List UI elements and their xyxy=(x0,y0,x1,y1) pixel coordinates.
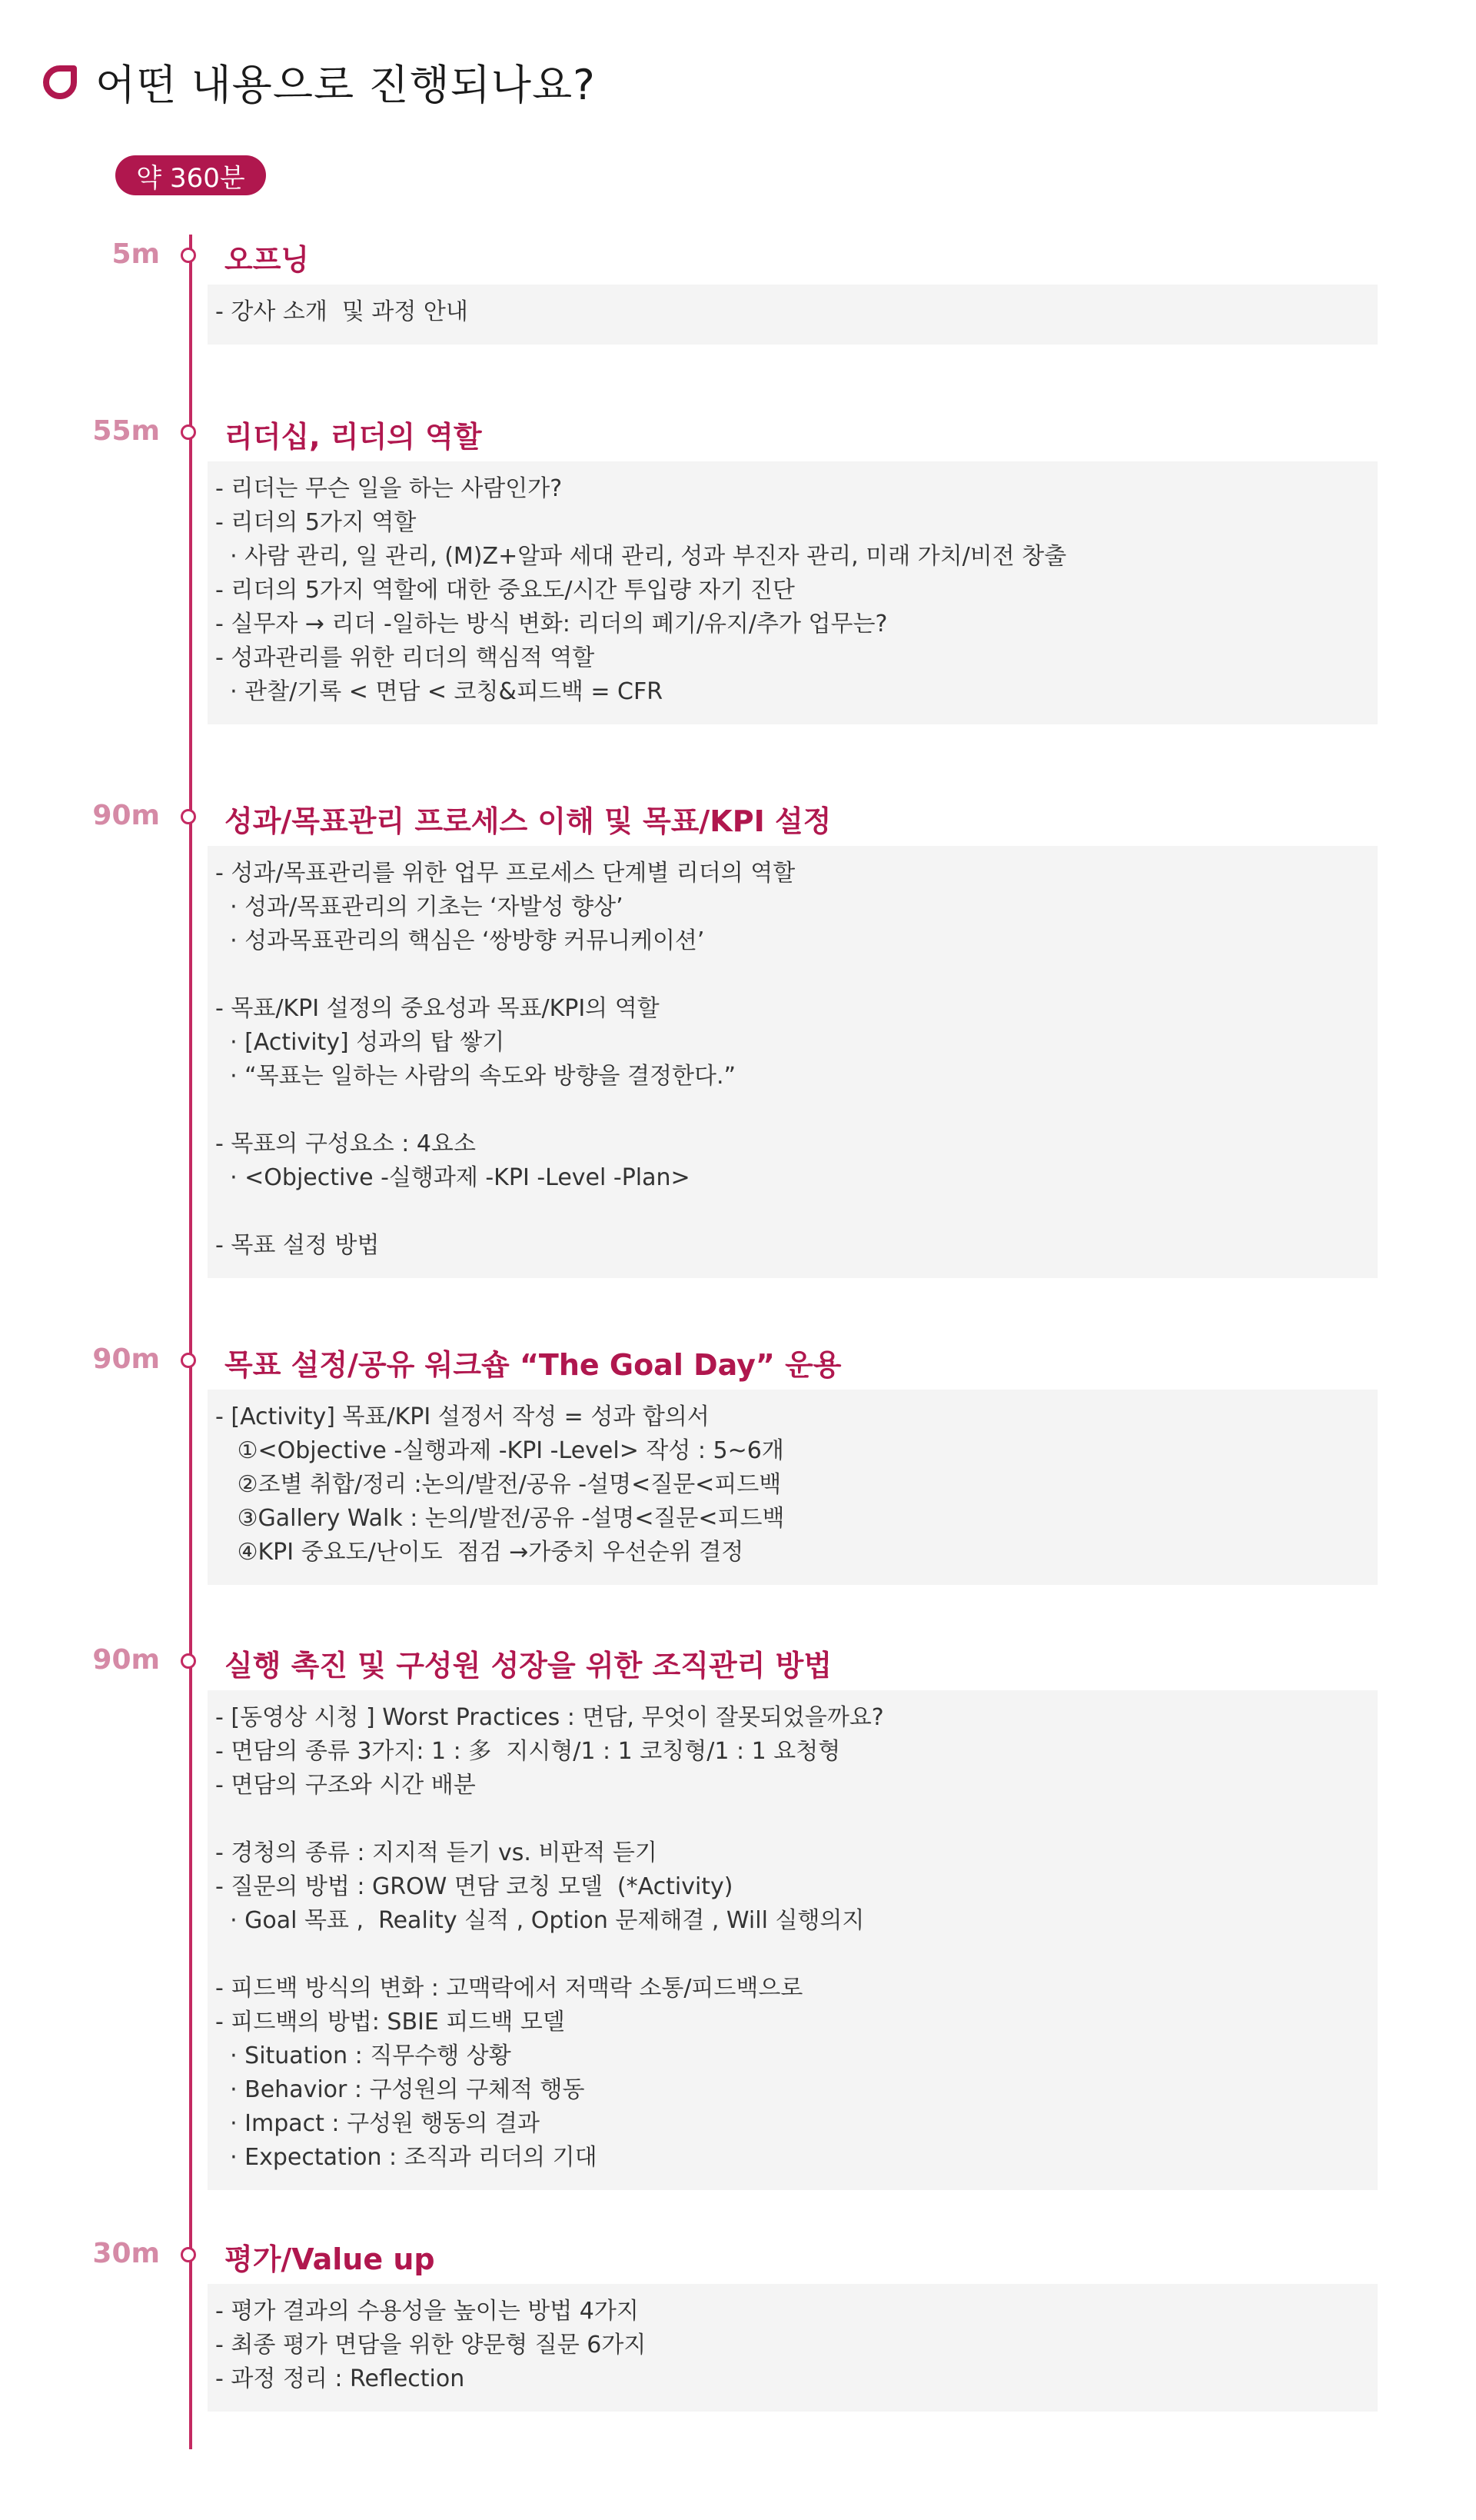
content-line: - 실무자 → 리더 -일하는 방식 변화: 리더의 폐기/유지/추가 업무는? xyxy=(215,611,888,637)
content-line: · 성과/목표관리의 기초는 ‘자발성 향상’ xyxy=(215,894,623,920)
content-line: - 성과관리를 위한 리더의 핵심적 역할 xyxy=(215,644,595,671)
section-content xyxy=(208,846,1378,1278)
agenda-section-goal-day xyxy=(0,1336,1476,1585)
section-title: 리더십, 리더의 역할 xyxy=(224,420,482,454)
content-line: - [Activity] 목표/KPI 설정서 작성 = 성과 합의서 xyxy=(215,1403,710,1430)
content-line: - 성과/목표관리를 위한 업무 프로세스 단계별 리더의 역할 xyxy=(215,860,796,887)
section-duration: 90m xyxy=(92,800,160,831)
content-line: - 피드백의 방법: SBIE 피드백 모델 xyxy=(215,2009,565,2036)
ring-logo-icon xyxy=(40,62,80,102)
content-line: - 과정 정리 : Reflection xyxy=(215,2365,465,2392)
page-header xyxy=(40,52,596,112)
content-line: - 목표의 구성요소 : 4요소 xyxy=(215,1130,476,1157)
agenda-section-goal-kpi xyxy=(0,792,1476,1278)
section-title: 오프닝 xyxy=(224,243,310,277)
content-line: · Expectation : 조직과 리더의 기대 xyxy=(215,2144,597,2171)
content-line: - 최종 평가 면담을 위한 양문형 질문 6가지 xyxy=(215,2332,647,2359)
content-line: · Goal 목표 , Reality 실적 , Option 문제해결 , Will 실행의지 xyxy=(215,1907,865,1934)
timeline-dot-icon xyxy=(181,809,196,824)
content-line xyxy=(215,1094,1370,1127)
content-line: · Situation : 직무수행 상황 xyxy=(215,2042,511,2069)
content-line: - 면담의 구조와 시간 배분 xyxy=(215,1772,476,1799)
content-line: · Behavior : 구성원의 구체적 행동 xyxy=(215,2076,585,2103)
section-header xyxy=(0,408,1476,461)
agenda-section-leadership xyxy=(0,408,1476,724)
content-line xyxy=(215,1195,1370,1229)
content-line: ②조별 취합/정리 :논의/발전/공유 -설명<질문<피드백 xyxy=(215,1471,782,1498)
agenda-section-org-management xyxy=(0,1636,1476,2190)
content-line: · 관찰/기록 < 면담 < 코칭&피드백 = CFR xyxy=(215,678,663,705)
content-line xyxy=(215,958,1370,992)
section-content xyxy=(208,1390,1378,1585)
content-line: - 면담의 종류 3가지: 1 : 多 지시형/1 : 1 코칭형/1 : 1 요청형 xyxy=(215,1738,841,1765)
content-line: - 목표/KPI 설정의 중요성과 목표/KPI의 역할 xyxy=(215,995,660,1022)
content-line: · <Objective -실행과제 -KPI -Level -Plan> xyxy=(215,1164,690,1191)
section-content xyxy=(208,285,1378,345)
content-line xyxy=(215,1803,1370,1836)
timeline-dot-icon xyxy=(181,1353,196,1368)
section-duration: 90m xyxy=(92,1644,160,1676)
section-duration: 55m xyxy=(92,415,160,447)
content-line: · 사람 관리, 일 관리, (M)Z+알파 세대 관리, 성과 부진자 관리, 미래 가치/비전 창출 xyxy=(215,543,1067,570)
content-line: - 강사 소개 및 과정 안내 xyxy=(215,298,468,325)
content-line: - 리더의 5가지 역할 xyxy=(215,509,417,536)
section-duration: 90m xyxy=(92,1343,160,1375)
section-title: 평가/Value up xyxy=(224,2242,435,2276)
content-line: · [Activity] 성과의 탑 쌓기 xyxy=(215,1029,505,1056)
timeline-dot-icon xyxy=(181,424,196,440)
section-header xyxy=(0,1336,1476,1390)
timeline-dot-icon xyxy=(181,2247,196,2262)
content-line: ③Gallery Walk : 논의/발전/공유 -설명<질문<피드백 xyxy=(215,1505,785,1532)
page-title: 어떤 내용으로 진행되나요? xyxy=(95,61,596,109)
section-duration: 30m xyxy=(92,2238,160,2269)
section-header xyxy=(0,231,1476,285)
section-content xyxy=(208,461,1378,724)
content-line: - 질문의 방법 : GROW 면담 코칭 모델 (*Activity) xyxy=(215,1873,733,1900)
content-line: - 경청의 종류 : 지지적 듣기 vs. 비판적 듣기 xyxy=(215,1839,657,1866)
content-line: · Impact : 구성원 행동의 결과 xyxy=(215,2110,540,2137)
content-line: - 리더의 5가지 역할에 대한 중요도/시간 투입량 자기 진단 xyxy=(215,577,795,604)
content-line: - 목표 설정 방법 xyxy=(215,1232,380,1259)
timeline-dot-icon xyxy=(181,248,196,263)
content-line: ①<Objective -실행과제 -KPI -Level> 작성 : 5~6개 xyxy=(215,1437,784,1464)
section-header xyxy=(0,2230,1476,2284)
section-duration: 5m xyxy=(111,238,160,270)
content-line: · 성과목표관리의 핵심은 ‘쌍방향 커뮤니케이션’ xyxy=(215,927,705,954)
timeline-dot-icon xyxy=(181,1653,196,1669)
content-line: · “목표는 일하는 사람의 속도와 방향을 결정한다.” xyxy=(215,1063,736,1090)
content-line xyxy=(215,1938,1370,1972)
section-header xyxy=(0,792,1476,846)
content-line: - 평가 결과의 수용성을 높이는 방법 4가지 xyxy=(215,2298,639,2325)
agenda-section-evaluation xyxy=(0,2230,1476,2412)
content-line: - [동영상 시청 ] Worst Practices : 면담, 무엇이 잘못되었을까요? xyxy=(215,1704,884,1731)
section-title: 실행 촉진 및 구성원 성장을 위한 조직관리 방법 xyxy=(224,1649,833,1683)
content-line: - 리더는 무슨 일을 하는 사람인가? xyxy=(215,475,563,502)
section-content xyxy=(208,1690,1378,2190)
duration-badge: 약 360분 xyxy=(115,155,266,195)
section-content xyxy=(208,2284,1378,2412)
content-line: ④KPI 중요도/난이도 점검 →가중치 우선순위 결정 xyxy=(215,1539,744,1566)
section-header xyxy=(0,1636,1476,1690)
section-title: 목표 설정/공유 워크숍 “The Goal Day” 운용 xyxy=(224,1348,842,1382)
content-line: - 피드백 방식의 변화 : 고맥락에서 저맥락 소통/피드백으로 xyxy=(215,1975,803,2002)
section-title: 성과/목표관리 프로세스 이해 및 목표/KPI 설정 xyxy=(224,804,832,838)
agenda-section-opening xyxy=(0,231,1476,345)
